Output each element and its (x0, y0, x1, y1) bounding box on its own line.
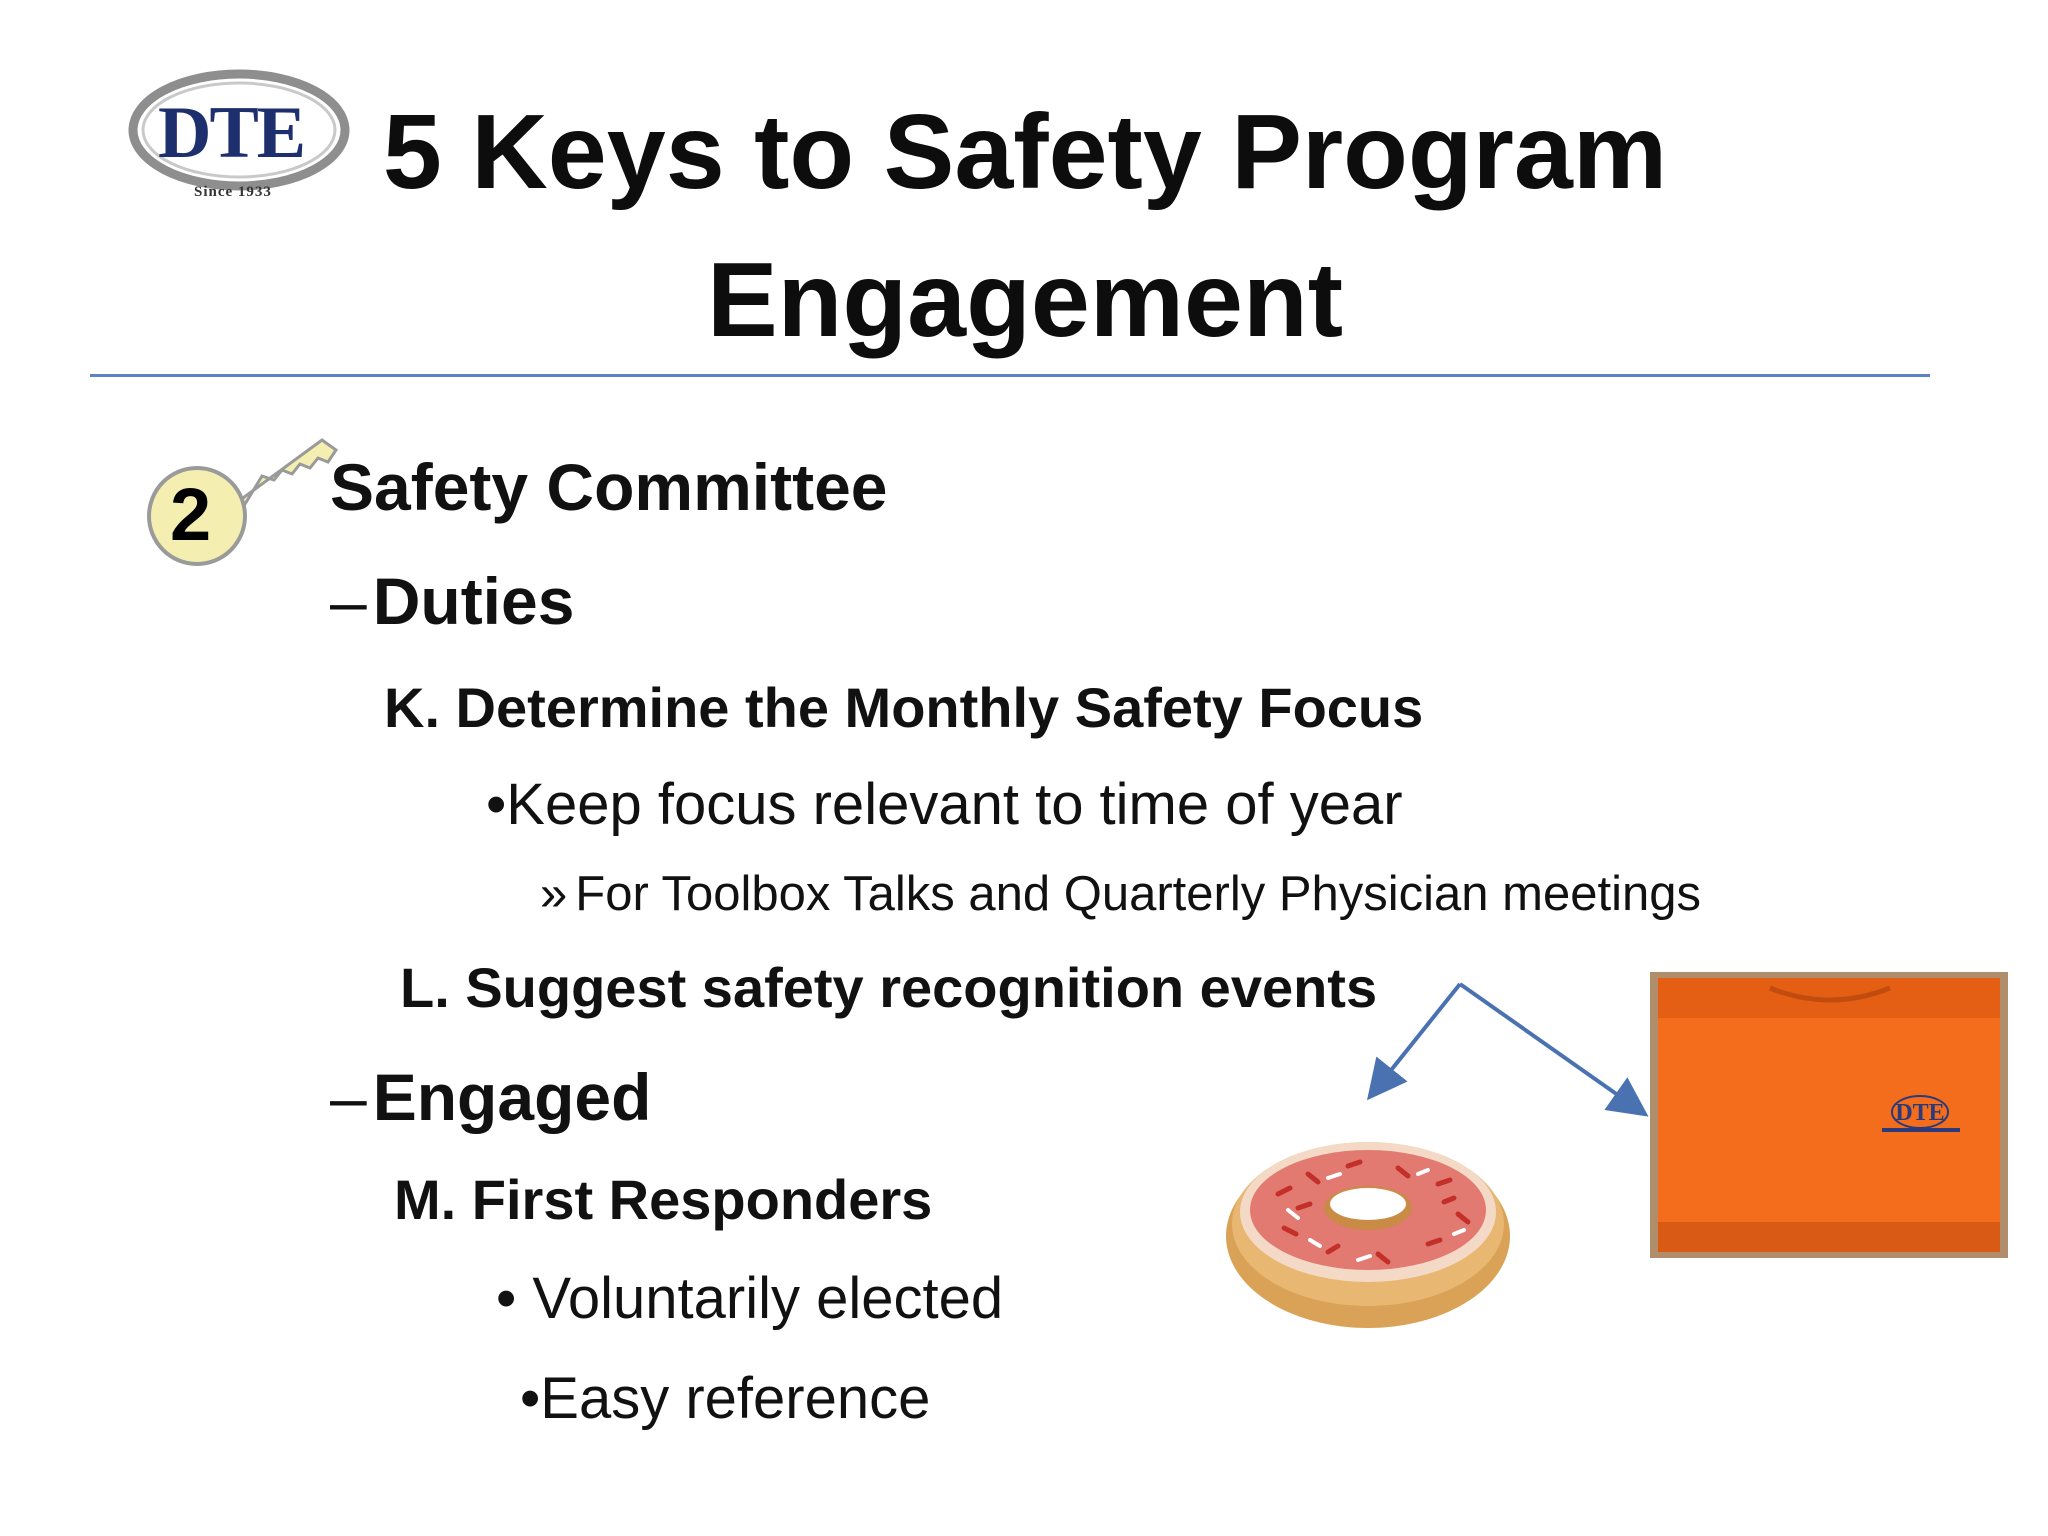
title-divider (90, 374, 1930, 377)
sub-marker: » (540, 867, 568, 921)
heading-safety-committee: Safety Committee (330, 450, 888, 524)
bullet-m2: •Easy reference (520, 1366, 931, 1431)
duties-item (330, 564, 575, 638)
sub-bullet-k1 (540, 867, 1701, 921)
key-number: 2 (170, 473, 212, 556)
logo-since: Since 1933 (194, 184, 272, 200)
bullet-k1: •Keep focus relevant to time of year (486, 772, 1403, 837)
dash-marker: – (330, 1060, 367, 1134)
engaged-item (330, 1060, 652, 1134)
donut-image (1218, 1104, 1518, 1334)
dte-logo (128, 62, 350, 212)
orange-tshirt-image (1650, 972, 2008, 1258)
sub-text: For Toolbox Talks and Quarterly Physician meetings (575, 867, 1701, 921)
page-title: 5 Keys to Safety Program Engagement (382, 93, 1668, 359)
item-m: M. First Responders (394, 1168, 933, 1231)
engaged-label: Engaged (372, 1060, 652, 1134)
duties-label: Duties (372, 564, 575, 638)
bullet-m1: • Voluntarily elected (496, 1266, 1004, 1331)
shirt-logo-text: DTE (1895, 1100, 1945, 1126)
logo-text: DTE (158, 92, 305, 174)
item-k: K. Determine the Monthly Safety Focus (384, 676, 1424, 739)
dash-marker: – (330, 564, 367, 638)
item-l: L. Suggest safety recognition events (400, 956, 1378, 1019)
